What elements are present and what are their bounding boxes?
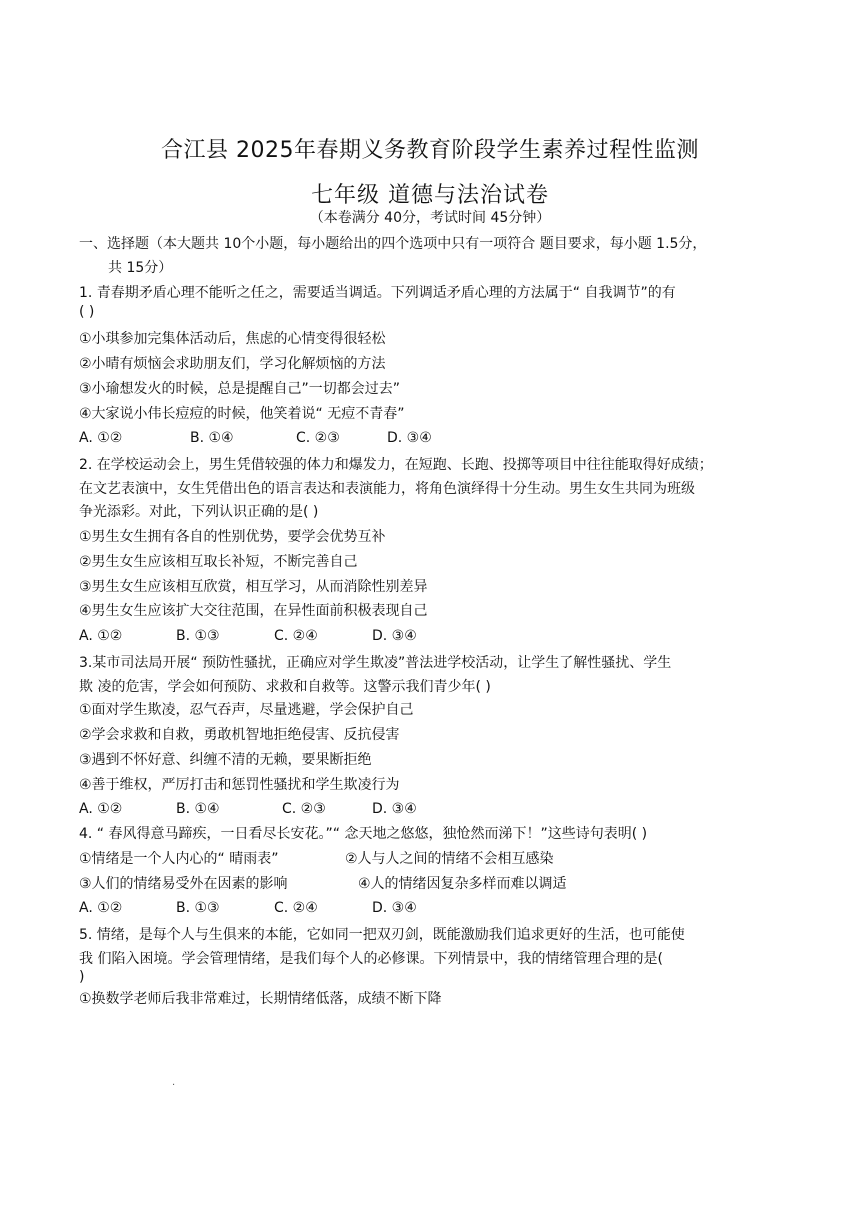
q4-stem: 4. “ 春风得意马蹄疾，一日看尽长安花。”“ 念天地之悠悠，独怆然而涕下！”这些诗句表明( ) bbox=[79, 826, 648, 842]
q1-option-a: A. ①② bbox=[79, 430, 123, 446]
exam-note: （本卷满分 40分，考试时间 45分钟） bbox=[309, 210, 551, 226]
q2-option-c: C. ②④ bbox=[274, 628, 318, 644]
q5-stem-line2: 我 们陷入困境。学会管理情绪，是我们每个人的必修课。下列情景中，我的情绪管理合理的是( bbox=[79, 951, 663, 967]
q3-option-b: B. ①④ bbox=[176, 801, 220, 817]
q3-option-d: D. ③④ bbox=[372, 801, 417, 817]
q2-item-3: ③男生女生应该相互欣赏，相互学习，从而消除性别差异 bbox=[79, 579, 428, 595]
q4-item-4: ④人的情绪因复杂多样而难以调适 bbox=[358, 876, 567, 892]
q1-item-4: ④大家说小伟长痘痘的时候，他笑着说“ 无痘不青春” bbox=[79, 406, 405, 422]
q2-item-1: ①男生女生拥有各自的性别优势，要学会优势互补 bbox=[79, 529, 386, 545]
q5-stem-line3: ) bbox=[79, 969, 85, 985]
q3-item-2: ②学会求救和自救，勇敢机智地拒绝侵害、反抗侵害 bbox=[79, 727, 400, 743]
q3-item-4: ④善于维权，严厉打击和惩罚性骚扰和学生欺凌行为 bbox=[79, 777, 400, 793]
section-heading-line1: 一、选择题（本大题共 10个小题，每小题给出的四个选项中只有一项符合 题目要求，每小题 1.5分， bbox=[79, 236, 707, 252]
q1-stem-line1: 1. 青春期矛盾心理不能听之任之，需要适当调适。下列调适矛盾心理的方法属于“ 自我调节”的有 bbox=[79, 285, 676, 301]
q1-item-3: ③小瑜想发火的时候，总是提醒自己”一切都会过去” bbox=[79, 381, 401, 397]
q4-option-c: C. ②④ bbox=[274, 900, 318, 916]
q1-option-c: C. ②③ bbox=[296, 430, 340, 446]
q1-item-2: ②小晴有烦恼会求助朋友们，学习化解烦恼的方法 bbox=[79, 356, 386, 372]
q2-option-b: B. ①③ bbox=[176, 628, 220, 644]
q3-stem-line1: 3.某市司法局开展“ 预防性骚扰，正确应对学生欺凌”普法进学校活动，让学生了解性骚扰、学生 bbox=[79, 655, 672, 671]
page-mark: . bbox=[172, 1077, 176, 1088]
q1-item-1: ①小琪参加完集体活动后，焦虑的心情变得很轻松 bbox=[79, 331, 386, 347]
q1-option-d: D. ③④ bbox=[387, 430, 432, 446]
q4-item-1: ①情绪是一个人内心的“ 晴雨表” bbox=[79, 851, 279, 867]
q5-item-1: ①换数学老师后我非常难过，长期情绪低落，成绩不断下降 bbox=[79, 991, 442, 1007]
q4-option-d: D. ③④ bbox=[372, 900, 417, 916]
q2-option-a: A. ①② bbox=[79, 628, 123, 644]
q3-item-1: ①面对学生欺凌，忍气吞声，尽量逃避，学会保护自己 bbox=[79, 702, 414, 718]
q4-item-2: ②人与人之间的情绪不会相互感染 bbox=[345, 851, 554, 867]
q3-stem-line2: 欺 凌的危害，学会如何预防、求救和自救等。这警示我们青少年( ) bbox=[79, 679, 491, 695]
q4-item-3: ③人们的情绪易受外在因素的影响 bbox=[79, 876, 288, 892]
q2-stem-line3: 争光添彩。对此，下列认识正确的是( ) bbox=[79, 504, 319, 520]
q1-stem-line2: ( ) bbox=[79, 304, 95, 320]
q5-stem-line1: 5. 情绪，是每个人与生俱来的本能，它如同一把双刃剑，既能激励我们追求更好的生活，也可能使 bbox=[79, 927, 685, 943]
q2-stem-line1: 2. 在学校运动会上，男生凭借较强的体力和爆发力，在短跑、长跑、投掷等项目中往往能取得好成绩； bbox=[79, 457, 713, 473]
q4-option-b: B. ①③ bbox=[176, 900, 220, 916]
section-heading-line2: 共 15分） bbox=[108, 260, 173, 276]
q2-option-d: D. ③④ bbox=[372, 628, 417, 644]
q3-option-a: A. ①② bbox=[79, 801, 123, 817]
q2-stem-line2: 在文艺表演中，女生凭借出色的语言表达和表演能力，将角色演绎得十分生动。男生女生共同为班级 bbox=[79, 481, 695, 497]
q3-option-c: C. ②③ bbox=[282, 801, 326, 817]
exam-subtitle: 七年级 道德与法治试卷 bbox=[311, 183, 549, 208]
q2-item-2: ②男生女生应该相互取长补短，不断完善自己 bbox=[79, 554, 358, 570]
exam-title: 合江县 2025年春期义务教育阶段学生素养过程性监测 bbox=[161, 138, 699, 163]
q4-option-a: A. ①② bbox=[79, 900, 123, 916]
q1-option-b: B. ①④ bbox=[190, 430, 234, 446]
q2-item-4: ④男生女生应该扩大交往范围，在异性面前积极表现自己 bbox=[79, 603, 428, 619]
q3-item-3: ③遇到不怀好意、纠缠不清的无赖，要果断拒绝 bbox=[79, 752, 372, 768]
